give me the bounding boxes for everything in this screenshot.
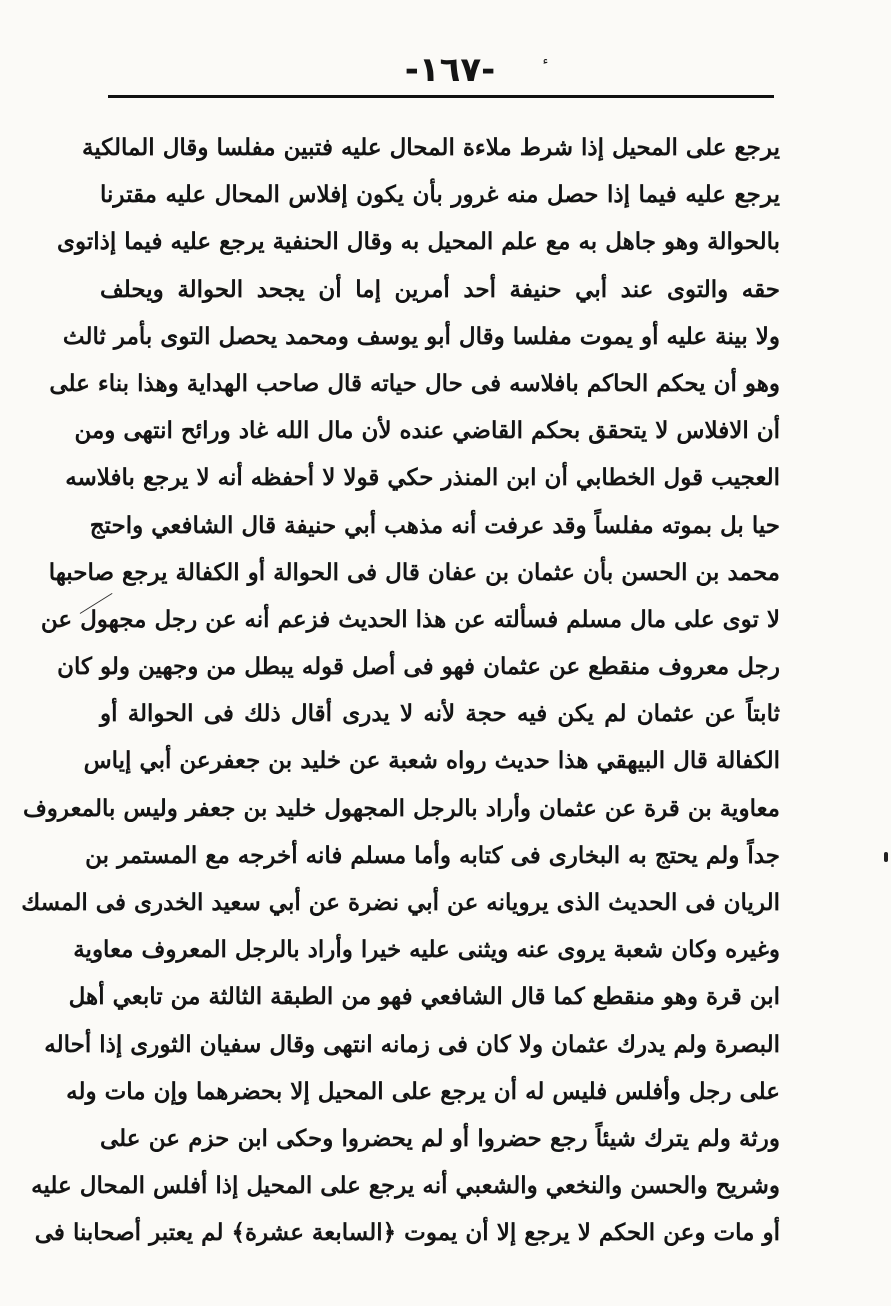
text-line: يرجع عليه فيما إذا حصل منه غرور بأن يكون إفلاس المحال عليه مقترنا <box>100 181 780 209</box>
text-line: ثابتاً عن عثمان لم يكن فيه حجة لأنه لا يدرى أقال ذلك فى الحوالة أو <box>100 700 780 728</box>
header-rule <box>108 95 774 98</box>
text-line: لا توى على مال مسلم فسألته عن هذا الحديث فزعم أنه عن رجل مجهول عن <box>40 605 780 633</box>
text-line: البصرة ولم يدرك عثمان ولا كان فى زمانه انتهى وقال سفيان الثورى إذا أحاله <box>44 1030 780 1058</box>
text-line: معاوية بن قرة عن عثمان وأراد بالرجل المجهول خليد بن جعفر وليس بالمعروف <box>22 794 780 822</box>
page-number: -١٦٧- <box>404 50 496 90</box>
text-line: الكفالة قال البيهقي هذا حديث رواه شعبة عن خليد بن جعفرعن أبي إياس <box>83 747 780 775</box>
text-line: جداً ولم يحتج به البخارى فى كتابه وأما مسلم فانه أخرجه مع المستمر بن <box>85 841 780 869</box>
text-line: ورثة ولم يترك شيئاً رجع حضروا أو لم يحضروا وحكى ابن حزم عن على <box>100 1124 780 1152</box>
text-line: ولا بينة عليه أو يموت مفلسا وقال أبو يوسف ومحمد يحصل التوى بأمر ثالث <box>62 322 780 350</box>
text-line: وهو أن يحكم الحاكم بافلاسه فى حال حياته قال صاحب الهداية وهذا بناء على <box>49 369 780 397</box>
text-line: وغيره وكان شعبة يروى عنه ويثنى عليه خيرا وأراد بالرجل المعروف معاوية <box>73 936 780 964</box>
text-line: بالحوالة وهو جاهل به مع علم المحيل به وقال الحنفية يرجع عليه فيما إذاتوى <box>56 228 780 256</box>
text-line: حيا بل بموته مفلساً وقد عرفت أنه مذهب أبي حنيفة قال الشافعي واحتج <box>89 511 780 539</box>
text-line: ابن قرة وهو منقطع كما قال الشافعي فهو من الطبقة الثالثة من تابعي أهل <box>68 983 780 1011</box>
text-line: على رجل وأفلس فليس له أن يرجع على المحيل إلا بحضرهما وإن مات وله <box>66 1077 780 1105</box>
text-line: العجيب قول الخطابي أن ابن المنذر حكي قولا لا أحفظه أنه لا يرجع بافلاسه <box>65 464 780 492</box>
edge-speck <box>884 852 888 862</box>
body-text <box>21 124 780 1257</box>
text-line: الريان فى الحديث الذى يرويانه عن أبي نضرة عن أبي سعيد الخدرى فى المسك <box>21 889 780 916</box>
text-line: محمد بن الحسن بأن عثمان بن عفان قال فى الحوالة أو الكفالة يرجع صاحبها <box>48 558 780 586</box>
text-line: أو مات وعن الحكم لا يرجع إلا أن يموت ﴿السابعة عشرة﴾ لم يعتبر أصحابنا فى <box>34 1219 780 1247</box>
text-line: يرجع على المحيل إذا شرط ملاءة المحال عليه فتبين مفلسا وقال المالكية <box>82 134 780 161</box>
text-line: وشريح والحسن والنخعي والشعبي أنه يرجع على المحيل إذا أفلس المحال عليه <box>31 1172 780 1200</box>
text-line: حقه والتوى عند أبي حنيفة أحد أمرين إما أن يجحد الحوالة ويحلف <box>100 275 780 303</box>
text-line: رجل معروف منقطع عن عثمان فهو فى أصل قوله يبطل من وجهين ولو كان <box>57 653 780 681</box>
text-line: أن الافلاس لا يتحقق بحكم القاضي عنده لأن مال الله غاد ورائح انتهى ومن <box>74 417 780 445</box>
